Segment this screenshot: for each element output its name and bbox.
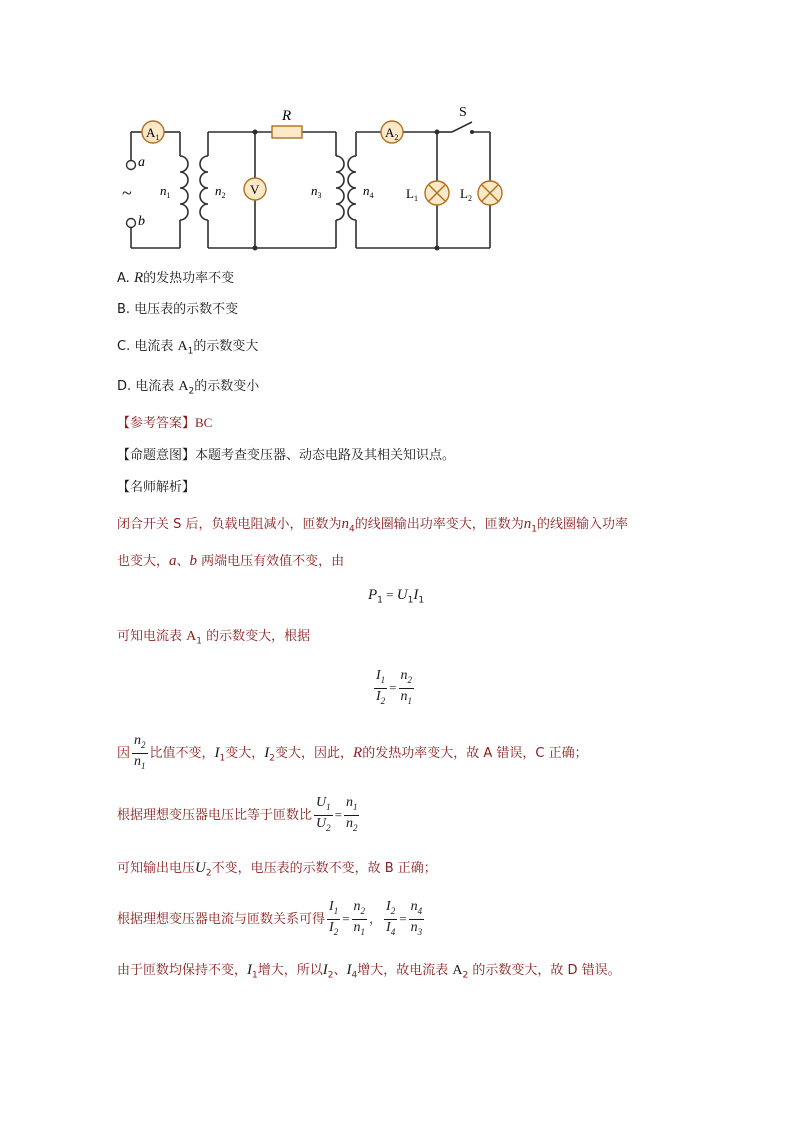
- voltmeter-label: V: [250, 182, 260, 197]
- coil-n4-label: $n_4$: [363, 183, 374, 200]
- ammeter-a1-label: $A_1$: [146, 125, 160, 142]
- junction-dot: [435, 130, 440, 135]
- analysis-paragraph-2: 也变大，a、b 两端电压有效值不变，由: [117, 553, 345, 569]
- junction-dot: [253, 130, 258, 135]
- switch-contact: [470, 130, 474, 134]
- analysis-paragraph-8: 由于匝数均保持不变，$I_1$增大，所以$I_2$、$I_4$增大，故电流表 $A_2$ 的示数变大，故 D 错误。: [117, 962, 621, 981]
- switch-label: S: [459, 105, 467, 120]
- coil-n1-label: $n_1$: [160, 183, 171, 200]
- option-c: C. 电流表 $A_1$的示数变大: [117, 339, 259, 357]
- analysis-paragraph-7: 根据理想变压器电流与匝数关系可得 $\frac{I_1}{I_2}$ = $\frac{n_2}{n_1}$ ， $\frac{I_2}{I_4}$ = $\frac{n_4}{n_3}$: [117, 899, 423, 937]
- coil-n2-label: $n_2$: [215, 183, 226, 200]
- lamp-l1-label: $L_1$: [406, 186, 418, 203]
- intent-line: 【命题意图】本题考查变压器、动态电路及其相关知识点。: [117, 448, 456, 463]
- ammeter-a2-label: $A_2$: [385, 125, 399, 142]
- transformer-circuit-diagram: [100, 98, 520, 258]
- lamp-l2-label: $L_2$: [460, 186, 472, 203]
- equation-current-ratio: $\frac{I_1}{I_2}$ = $\frac{n_2}{n_1}$: [376, 668, 413, 706]
- terminal-a-label: a: [138, 155, 145, 170]
- option-a: A. R的发热功率不变: [117, 270, 235, 286]
- resistor-label: R: [282, 108, 292, 124]
- answer-line: 【参考答案】BC: [117, 415, 213, 431]
- option-d: D. 电流表 $A_2$的示数变小: [117, 379, 260, 397]
- coil-n3-label: $n_3$: [311, 183, 322, 200]
- analysis-paragraph-1: 闭合开关 S 后，负载电阻减小，匝数为$n_4$的线圈输出功率变大，匝数为$n_1$的线圈输入功率: [117, 516, 629, 535]
- analysis-paragraph-5: 根据理想变压器电压比等于匝数比 $\frac{U_1}{U_2}$ = $\frac{n_1}{n_2}$: [117, 795, 358, 833]
- equation-power: $P_1 = U_1I_1$: [368, 587, 425, 606]
- resistor-icon: [272, 126, 302, 138]
- ac-source-symbol: ~: [122, 183, 132, 203]
- junction-dot: [435, 246, 440, 251]
- analysis-heading: 【名师解析】: [117, 480, 196, 495]
- terminal-b: [127, 219, 136, 228]
- terminal-a: [127, 161, 136, 170]
- analysis-paragraph-3: 可知电流表 $A_1$ 的示数变大，根据: [117, 629, 311, 647]
- option-b: B. 电压表的示数不变: [117, 302, 239, 317]
- junction-dot: [253, 246, 258, 251]
- lamp-l2-icon: [478, 181, 502, 205]
- analysis-paragraph-4: 因 $\frac{n_2}{n_1}$ 比值不变，$I_1$变大，$I_2$变大，因此，R的发热功率变大，故 A 错误，C 正确；: [117, 733, 588, 771]
- analysis-paragraph-6: 可知输出电压$U_2$不变，电压表的示数不变，故 B 正确；: [117, 860, 437, 879]
- terminal-b-label: b: [138, 214, 145, 229]
- lamp-l1-icon: [425, 181, 449, 205]
